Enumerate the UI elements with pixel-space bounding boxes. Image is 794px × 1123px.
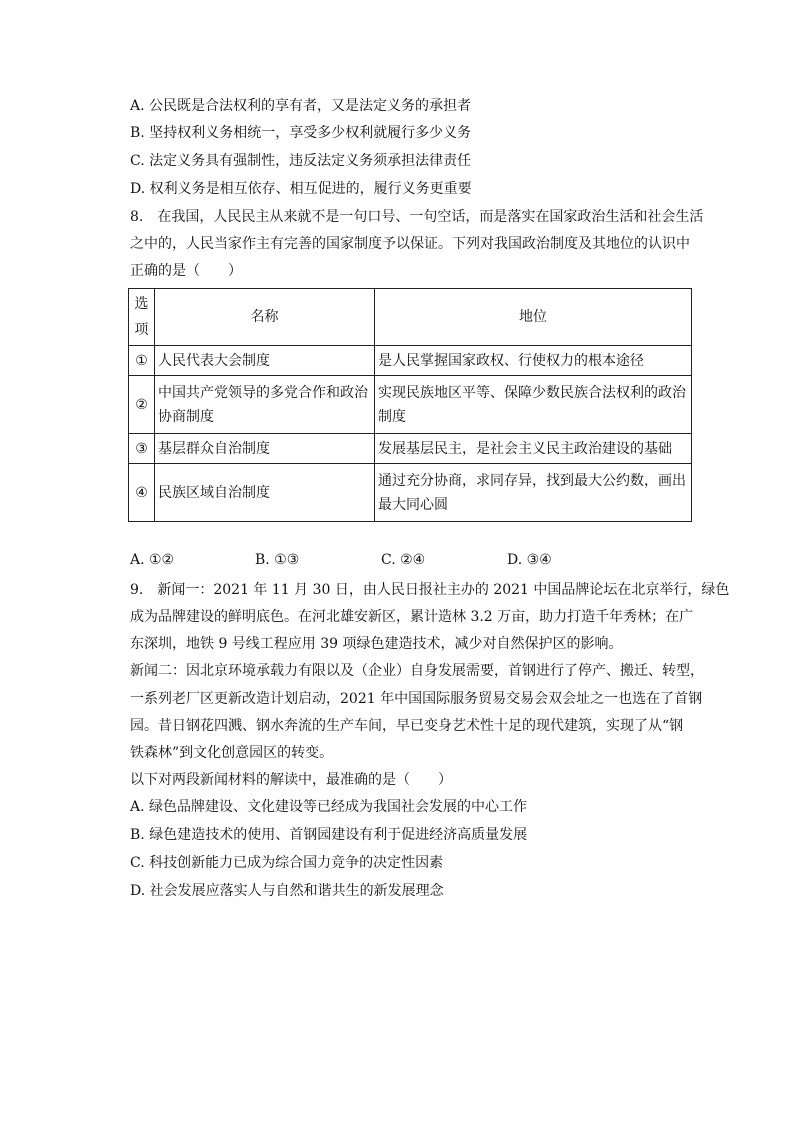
header-status: 地位 — [375, 289, 692, 346]
q9-option-a: A. 绿色品牌建设、文化建设等已经成为我国社会发展的中心工作 — [130, 799, 528, 815]
q8-choice-b: B. ①③ — [255, 552, 300, 568]
table-row — [129, 464, 692, 522]
q9-line-5: 一系列老厂区更新改造计划启动，2021 年中国国际服务贸易交易会双会址之一也选在了首钢 — [130, 691, 703, 707]
q8-choice-a: A. ①② — [130, 552, 175, 568]
q8-stem-line-2: 之中的，人民当家作主有完善的国家制度予以保证。下列对我国政治制度及其地位的认识中 — [130, 236, 690, 252]
row-num: ① — [129, 346, 155, 376]
table-row — [129, 376, 692, 434]
row-status: 是人民掌握国家政权、行使权力的根本途径 — [375, 346, 692, 376]
header-name: 名称 — [155, 289, 375, 346]
q9-line-6: 园。昔日钢花四溅、钢水奔流的生产车间，早已变身艺术性十足的现代建筑，实现了从“钢 — [130, 718, 684, 734]
q9-line-1: 9. 新闻一：2021 年 11 月 30 日，由人民日报社主办的 2021 中国品牌论坛在北京举行，绿色 — [130, 582, 730, 598]
q8-table — [128, 288, 692, 522]
q9-line-7: 铁森林”到文化创意园区的转变。 — [130, 745, 334, 761]
q8-choice-c: C. ②④ — [381, 552, 426, 568]
q9-line-2: 成为品牌建设的鲜明底色。在河北雄安新区，累计造林 3.2 万亩，助力打造千年秀林；在广 — [130, 609, 694, 625]
row-num: ④ — [129, 464, 155, 522]
q9-option-b: B. 绿色建造技术的使用、首钢园建设有利于促进经济高质量发展 — [130, 827, 528, 843]
row-name: 中国共产党领导的多党合作和政治协商制度 — [155, 376, 375, 434]
q7-option-a: A. 公民既是合法权利的享有者，又是法定义务的承担者 — [130, 98, 472, 114]
table-row — [129, 346, 692, 376]
row-status: 实现民族地区平等、保障少数民族合法权利的政治制度 — [375, 376, 692, 434]
q9-line-3: 东深圳，地铁 9 号线工程应用 39 项绿色建造技术，减少对自然保护区的影响。 — [130, 636, 623, 652]
q9-question: 以下对两段新闻材料的解读中，最准确的是（ ） — [130, 772, 452, 788]
q8-stem-line-3: 正确的是（ ） — [130, 263, 242, 279]
row-num: ③ — [129, 434, 155, 464]
table-row — [129, 434, 692, 464]
row-name: 基层群众自治制度 — [155, 434, 375, 464]
row-name: 人民代表大会制度 — [155, 346, 375, 376]
q7-option-d: D. 权利义务是相互依存、相互促进的，履行义务更重要 — [130, 181, 472, 197]
q9-line-4: 新闻二：因北京环境承载力有限以及（企业）自身发展需要，首钢进行了停产、搬迁、转型， — [130, 663, 704, 679]
q8-choice-d: D. ③④ — [507, 552, 552, 568]
q9-option-c: C. 科技创新能力已成为综合国力竞争的决定性因素 — [130, 855, 444, 871]
q8-choices — [130, 552, 690, 572]
q8-stem-line-1: 8. 在我国，人民民主从来就不是一句口号、一句空话，而是落实在国家政治生活和社会生活 — [130, 209, 704, 225]
header-option: 选项 — [129, 289, 155, 346]
q9-option-d: D. 社会发展应落实人与自然和谐共生的新发展理念 — [130, 883, 444, 899]
row-status: 发展基层民主，是社会主义民主政治建设的基础 — [375, 434, 692, 464]
row-name: 民族区域自治制度 — [155, 464, 375, 522]
q7-option-c: C. 法定义务具有强制性，违反法定义务须承担法律责任 — [130, 153, 472, 169]
row-num: ② — [129, 376, 155, 434]
row-status: 通过充分协商，求同存异，找到最大公约数，画出最大同心圆 — [375, 464, 692, 522]
table-header-row — [129, 289, 692, 346]
q7-option-b: B. 坚持权利义务相统一，享受多少权利就履行多少义务 — [130, 125, 472, 141]
